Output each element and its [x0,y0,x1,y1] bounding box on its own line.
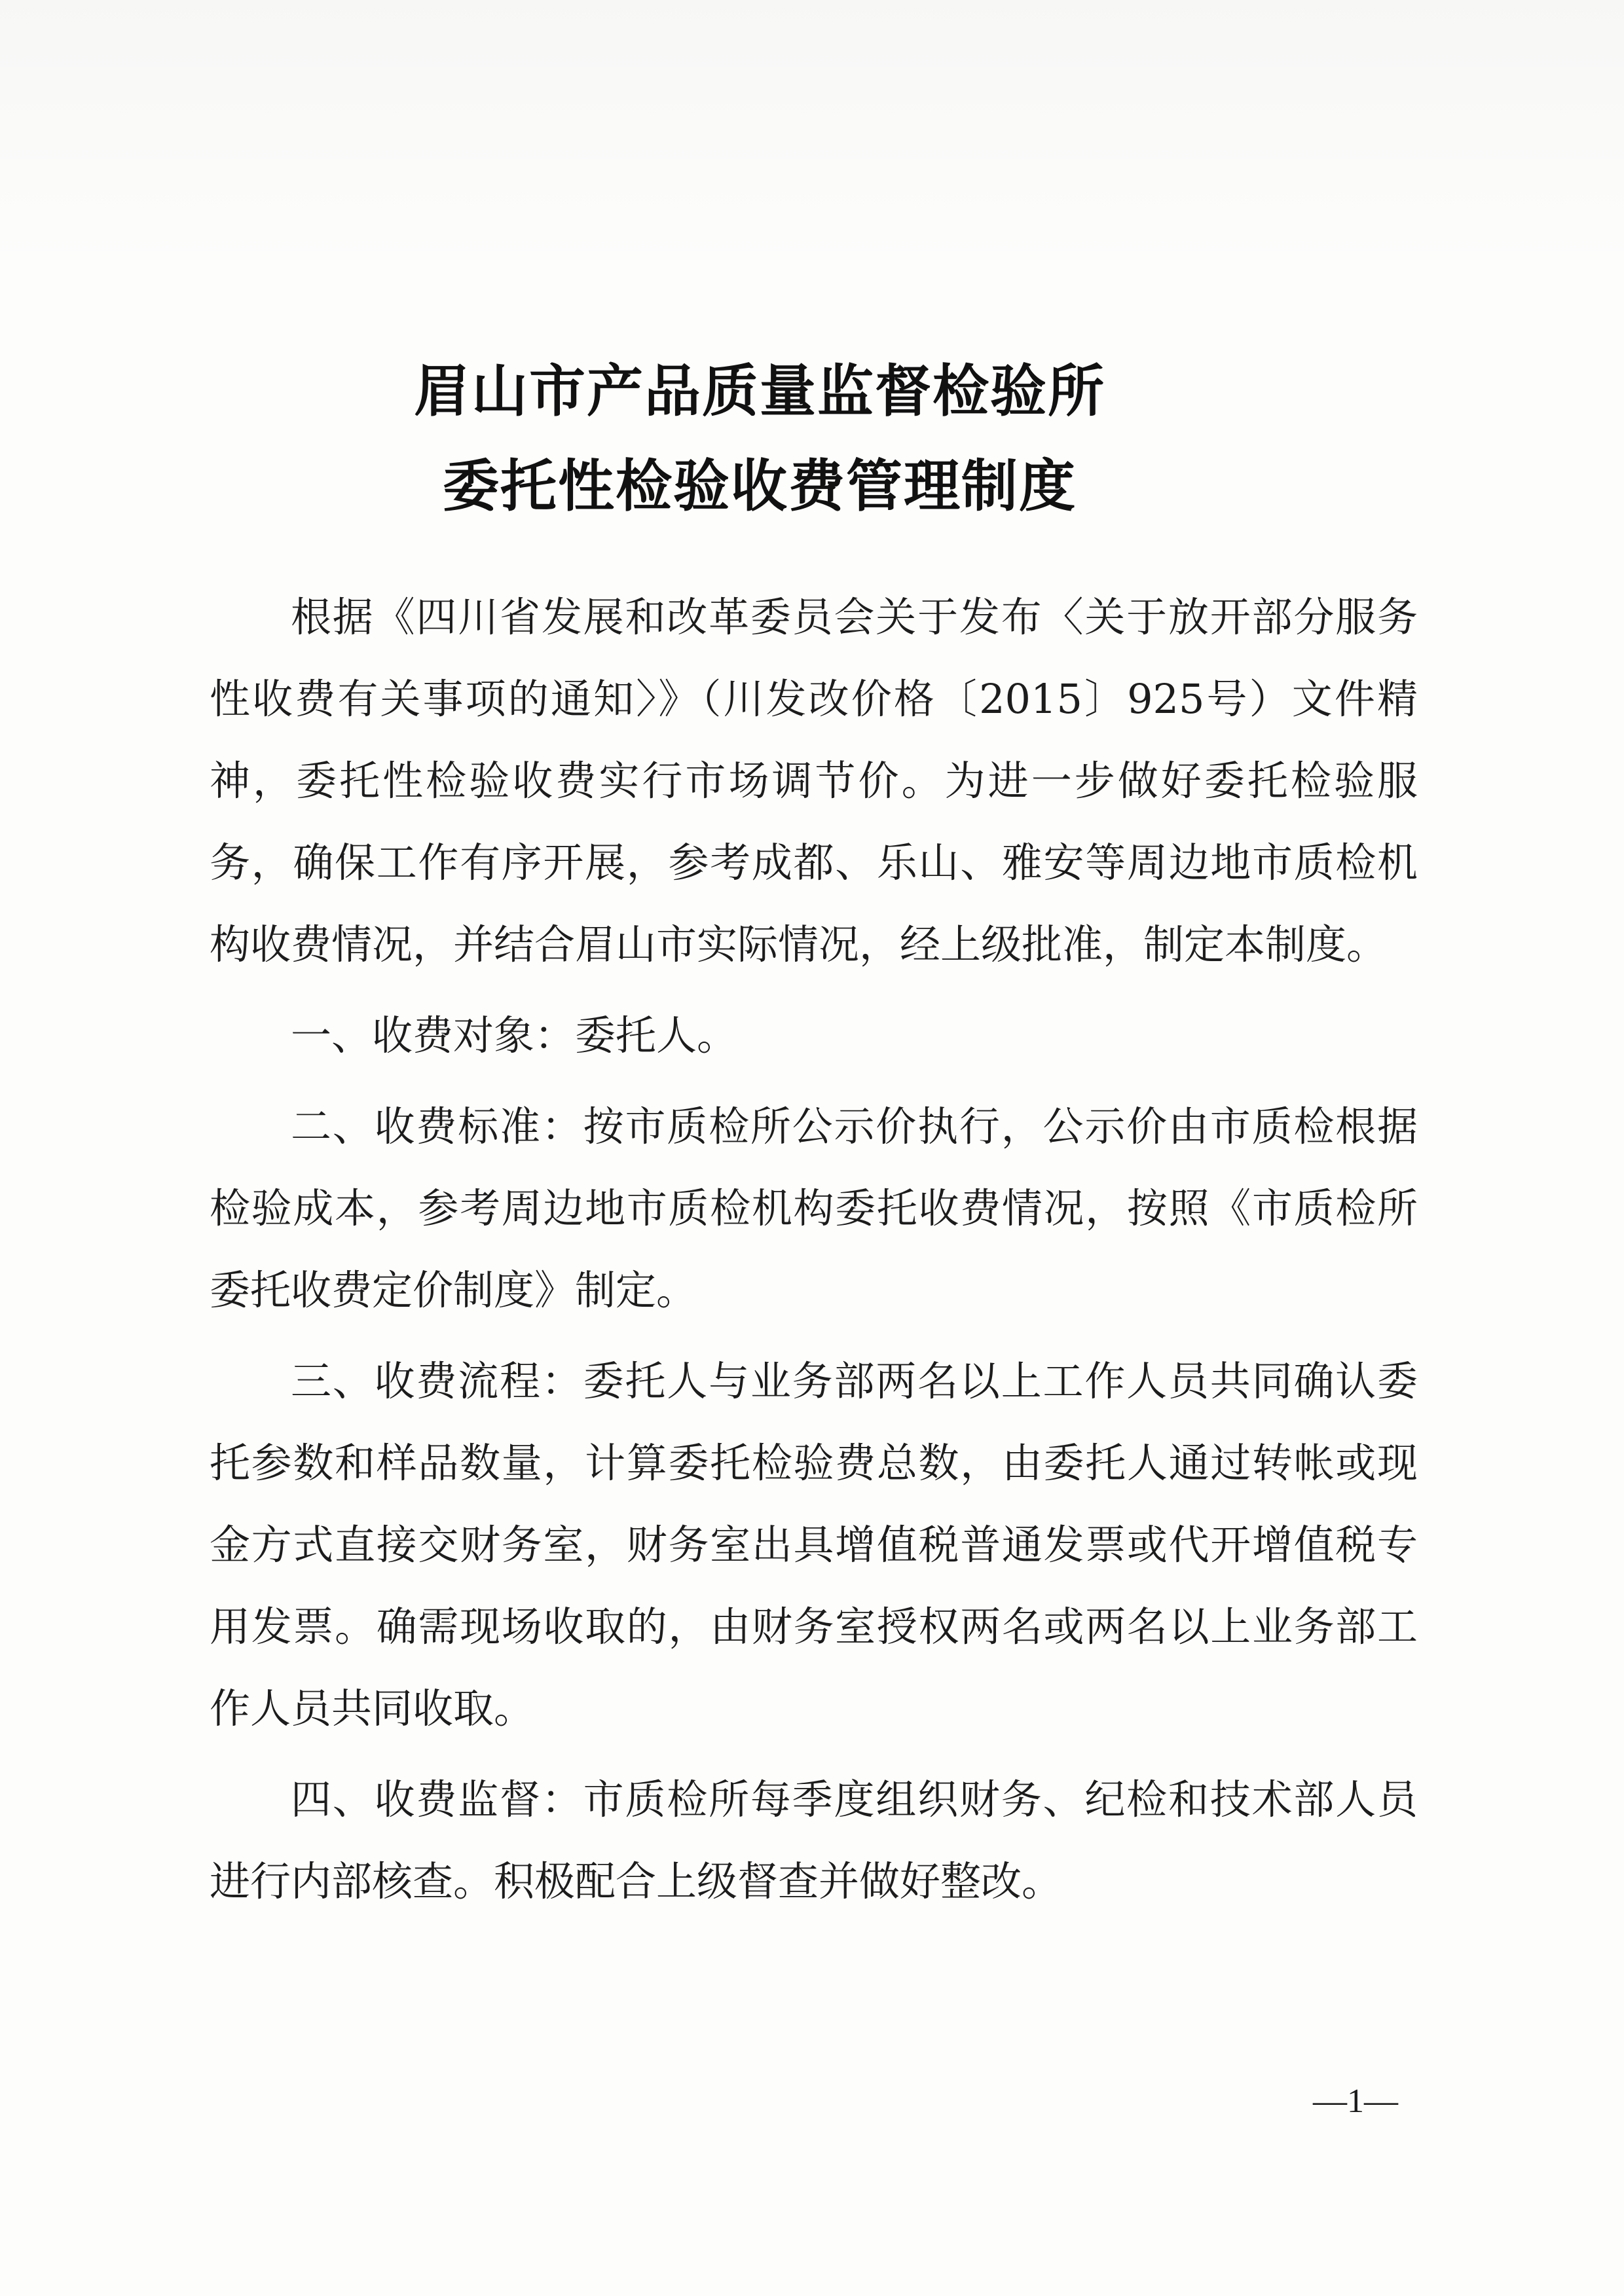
paragraph-charge-process: 三、收费流程：委托人与业务部两名以上工作人员共同确认委托参数和样品数量，计算委托检验费总数，由委托人通过转帐或现金方式直接交财务室，财务室出具增值税普通发票或代开增值税专用发票。确需现场收取的，由财务室授权两名或两名以上业务部工作人员共同收取。 [210,1357,1418,1732]
paragraph-charge-supervision: 四、收费监督：市质检所每季度组织财务、纪检和技术部人员进行内部核查。积极配合上级督查并做好整改。 [210,1776,1418,1905]
page-number: —1— [1313,2083,1398,2120]
document-title-line-2: 委托性检验收费管理制度 [443,452,1077,519]
scan-shading [0,0,1624,275]
paragraph-charge-standard: 二、收费标准：按市质检所公示价执行，公示价由市质检根据检验成本，参考周边地市质检机构委托收费情况，按照《市质检所委托收费定价制度》制定。 [210,1102,1418,1314]
document-body [210,576,1418,1931]
paragraph-charge-target: 一、收费对象：委托人。 [291,1011,738,1059]
paragraph-intro: 根据《四川省发展和改革委员会关于发布〈关于放开部分服务性收费有关事项的通知〉》（川发改价格〔2015〕925号）文件精神，委托性检验收费实行市场调节价。为进一步做好委托检验服务，确保工作有序开展，参考成都、乐山、雅安等周边地市质检机构收费情况，并结合眉山市实际情况，经上级批准，制定本制度。 [210,593,1418,968]
document-title-line-1: 眉山市产品质量监督检验所 [414,357,1105,424]
